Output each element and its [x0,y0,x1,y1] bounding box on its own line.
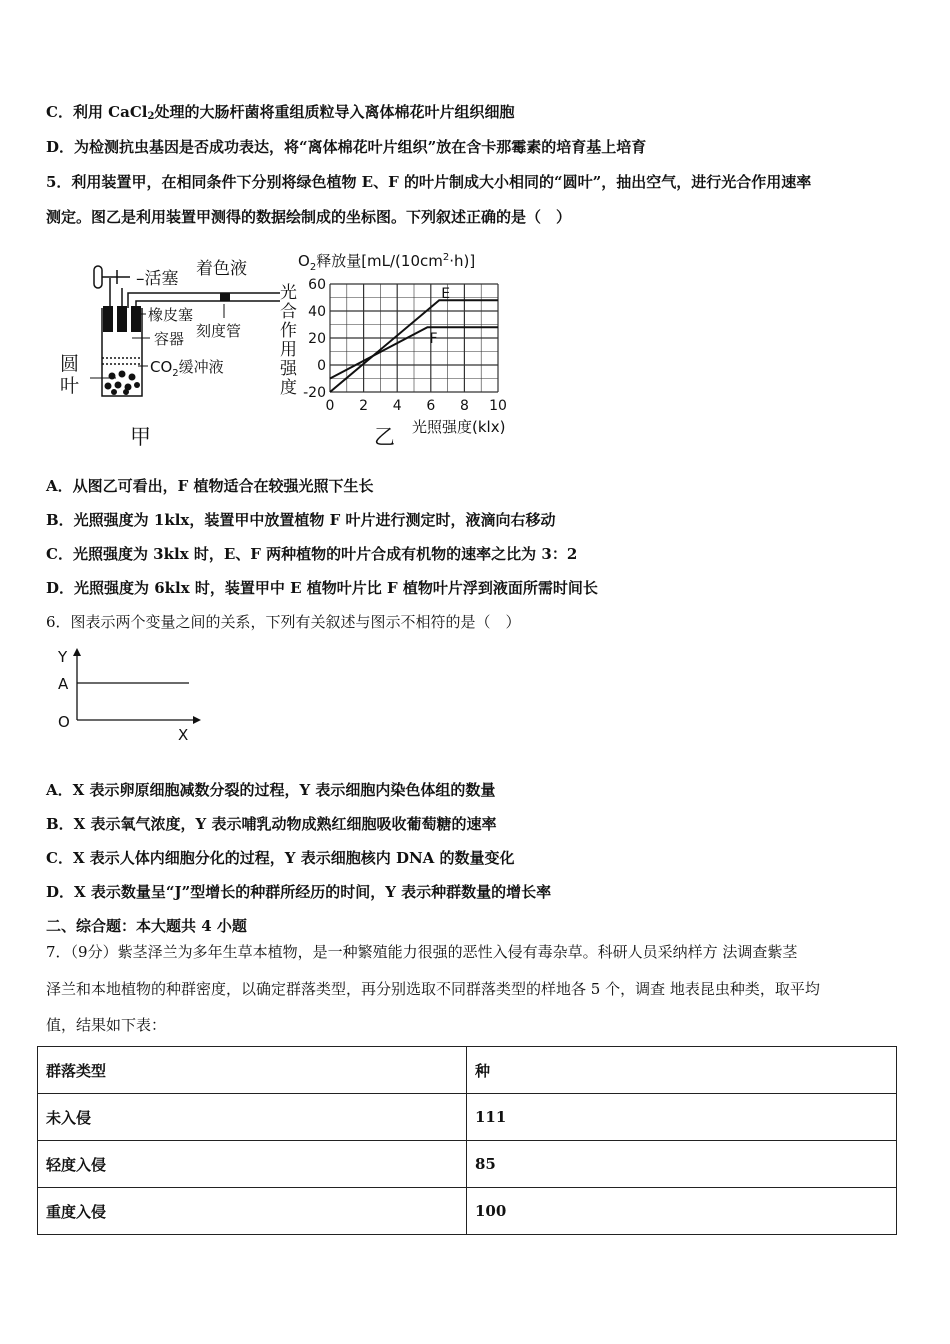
series-label-E: E [441,286,451,303]
q5-option-a: A．从图乙可看出，F 植物适合在较强光照下生长 [46,477,374,495]
q7-line3: 值，结果如下表： [46,1016,167,1034]
table-cell: 111 [467,1094,897,1141]
table-cell: 100 [467,1188,897,1235]
label-co2-buffer: $CO_2$缓冲液 [150,358,224,379]
q5-option-b: B．光照强度为 1klx，装置甲中放置植物 F 叶片进行测定时，液滴向右移动 [46,511,556,529]
x-tick-label: 8 [459,398,469,414]
table-header-row [38,1047,897,1094]
q6-option-b: B．X 表示氧气浓度，Y 表示哺乳动物成熟红细胞吸收葡萄糖的速率 [46,815,497,833]
table-header-cell: 群落类型 [38,1047,467,1094]
x-axis-label: X [178,726,189,744]
a-label: A [58,675,69,693]
q7-line2: 泽兰和本地植物的种群密度，以确定群落类型，再分别选取不同群落类型的样地各 5 个，调查 地表昆虫种类，取平均 [46,980,820,998]
y-axis-label: Y [58,648,68,666]
x-tick-label: 2 [359,398,369,414]
caption-yi: 乙 [374,425,395,449]
table-row [38,1141,897,1188]
chart-title: $O_2$释放量$[mL/(10cm^2\cdot h)]$ [298,252,476,273]
xy-graph [52,646,212,746]
chart-y-label [280,283,298,398]
label-ye: 叶 [60,375,80,397]
q6-option-a: A．X 表示卵原细胞减数分裂的过程，Y 表示细胞内染色体组的数量 [46,781,496,799]
q6-option-c: C．X 表示人体内细胞分化的过程，Y 表示细胞核内 DNA 的数量变化 [46,849,515,867]
photosynthesis-chart [278,248,538,458]
y-label-char: 度 [280,378,297,398]
y-tick-label: 0 [317,358,326,374]
rubber-stopper [117,306,127,332]
table-header-cell: 种 [467,1047,897,1094]
leaf-discs [105,371,141,396]
x-tick-label: 4 [392,398,402,414]
x-tick-label: 6 [426,398,436,414]
label-zhuoseye: 着色液 [196,259,247,279]
colored-droplet [220,293,230,301]
q4-option-c: C．利用 CaCl$_2$处理的大肠杆菌将重组质粒导入离体棉花叶片组织细胞 [46,103,515,122]
q7-line1: 7．（9分）紫茎泽兰为多年生草本植物，是一种繁殖能力很强的恶性入侵有毒杂草。科研人员采纳样方 法调查紫茎 [46,943,798,961]
section-heading: 二、综合题：本大题共 4 小题 [46,917,247,935]
q5-option-d: D．光照强度为 6klx 时，装置甲中 E 植物叶片比 F 植物叶片浮到液面所需时间长 [46,579,598,597]
y-tick-label: 40 [308,304,326,320]
table-cell: 85 [467,1141,897,1188]
q6-option-d: D．X 表示数量呈“J”型增长的种群所经历的时间，Y 表示种群数量的增长率 [46,883,552,901]
x-tick-label: 0 [325,398,335,414]
table-row [38,1188,897,1235]
label-yuan: 圆 [60,353,80,375]
series-label-F: F [429,331,438,348]
y-tick-label: 20 [308,331,326,347]
q5-option-c: C．光照强度为 3klx 时，E、F 两种植物的叶片合成有机物的速率之比为 3：2 [46,545,578,563]
rubber-stopper [131,306,141,332]
caption-jia: 甲 [130,425,151,449]
y-label-char: 用 [280,340,297,360]
y-tick-label: -20 [303,385,326,401]
label-keduguan: 刻度管 [196,322,242,340]
q4-option-d: D．为检测抗虫基因是否成功表达，将“离体棉花叶片组织”放在含卡那霉素的培育基上培育 [46,138,647,156]
chart-x-label: 光照强度(klx) [412,418,506,436]
table-cell: 轻度入侵 [38,1141,467,1188]
table-cell: 重度入侵 [38,1188,467,1235]
q5-stem-line2: 测定。图乙是利用装置甲测得的数据绘制成的坐标图。下列叙述正确的是（ ） [46,208,572,226]
q5-stem-line1: 5．利用装置甲，在相同条件下分别将绿色植物 E、F 的叶片制成大小相同的“圆叶”，抽出空气，进行光合作用速率 [46,173,812,191]
y-label-char: 作 [280,321,297,341]
label-huosai: –活塞 [136,269,179,289]
results-table [37,1046,897,1235]
y-label-char: 合 [280,302,297,322]
y-tick-label: 60 [308,277,326,293]
origin-label: O [58,713,70,731]
x-tick-label: 10 [489,398,507,414]
y-label-char: 光 [280,283,297,303]
label-rongqi: 容器 [154,330,185,348]
stopcock-handle [94,266,102,288]
y-label-char: 强 [280,359,297,379]
table-cell: 未入侵 [38,1094,467,1141]
table-row [38,1094,897,1141]
label-xiangpisai: 橡皮塞 [148,306,194,324]
apparatus-diagram [50,248,280,458]
q6-stem: 6．图表示两个变量之间的关系，下列有关叙述与图示不相符的是（ ） [46,613,521,631]
rubber-stopper [103,306,113,332]
